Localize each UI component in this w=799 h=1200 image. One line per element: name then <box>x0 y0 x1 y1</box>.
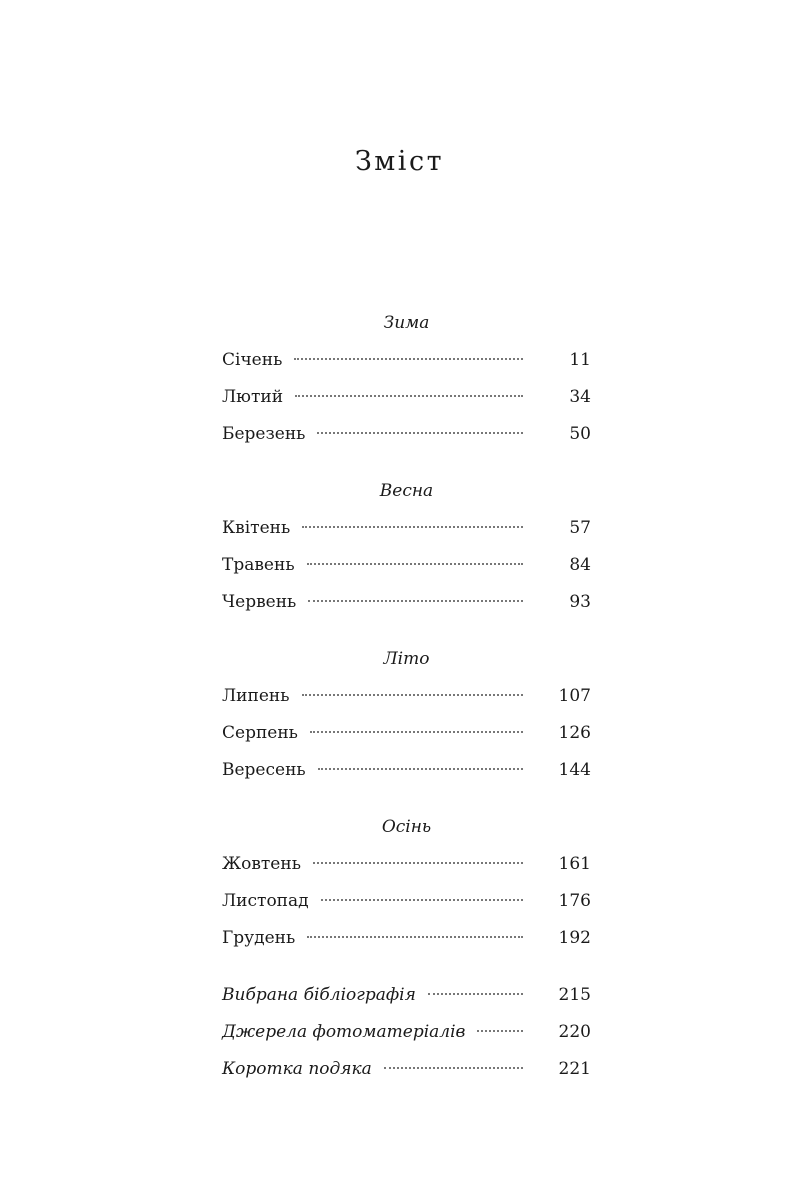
dot-leader <box>313 860 523 864</box>
entry-label: Лютий <box>222 387 284 407</box>
entry-label: Коротка подяка <box>222 1059 372 1079</box>
toc-section-summer <box>222 648 591 796</box>
entry-label: Січень <box>222 350 283 370</box>
toc-entry[interactable] <box>222 984 591 1021</box>
entry-label: Липень <box>222 686 290 706</box>
entry-label: Грудень <box>222 928 296 948</box>
entry-page-number: 220 <box>558 1022 591 1042</box>
dot-leader <box>321 897 523 901</box>
entry-page-number: 84 <box>569 555 591 575</box>
entry-page-number: 34 <box>569 387 591 407</box>
dot-leader <box>307 934 523 938</box>
dot-leader <box>310 729 523 733</box>
entry-label: Серпень <box>222 723 298 743</box>
toc-entry[interactable] <box>222 722 591 759</box>
toc-entry[interactable] <box>222 1021 591 1058</box>
entry-page-number: 57 <box>569 518 591 538</box>
table-of-contents <box>222 312 591 1115</box>
entry-page-number: 50 <box>569 424 591 444</box>
section-heading: Осінь <box>381 817 432 837</box>
toc-entry[interactable] <box>222 927 591 964</box>
dot-leader <box>302 692 524 696</box>
toc-entry[interactable] <box>222 759 591 796</box>
toc-entry[interactable] <box>222 591 591 628</box>
toc-section-spring <box>222 480 591 628</box>
entry-label: Вересень <box>222 760 306 780</box>
dot-leader <box>428 991 523 995</box>
dot-leader <box>477 1028 523 1032</box>
section-heading: Зима <box>383 313 430 333</box>
toc-entry[interactable] <box>222 890 591 927</box>
toc-section-autumn <box>222 816 591 964</box>
toc-entry[interactable] <box>222 349 591 386</box>
dot-leader <box>295 393 523 397</box>
entry-page-number: 107 <box>558 686 591 706</box>
entry-label: Жовтень <box>222 854 301 874</box>
toc-entry[interactable] <box>222 517 591 554</box>
toc-entry[interactable] <box>222 554 591 591</box>
entry-page-number: 176 <box>558 891 591 911</box>
dot-leader <box>308 598 523 602</box>
section-heading: Літо <box>383 649 430 669</box>
dot-leader <box>302 524 523 528</box>
toc-section-winter <box>222 312 591 460</box>
dot-leader <box>384 1065 523 1069</box>
entry-label: Джерела фотоматеріалів <box>222 1022 466 1042</box>
entry-page-number: 144 <box>558 760 591 780</box>
dot-leader <box>318 766 523 770</box>
entry-page-number: 192 <box>558 928 591 948</box>
entry-label: Вибрана бібліографія <box>222 985 416 1005</box>
dot-leader <box>317 430 523 434</box>
entry-label: Березень <box>222 424 306 444</box>
entry-label: Листопад <box>222 891 309 911</box>
toc-entry[interactable] <box>222 386 591 423</box>
entry-label: Квітень <box>222 518 291 538</box>
page-title: Зміст <box>354 146 445 177</box>
entry-label: Червень <box>222 592 297 612</box>
entry-page-number: 215 <box>558 985 591 1005</box>
toc-entry[interactable] <box>222 685 591 722</box>
toc-back-matter <box>222 984 591 1095</box>
toc-entry[interactable] <box>222 853 591 890</box>
entry-page-number: 221 <box>558 1059 591 1079</box>
dot-leader <box>307 561 523 565</box>
entry-page-number: 11 <box>569 350 591 370</box>
entry-label: Травень <box>222 555 295 575</box>
toc-entry[interactable] <box>222 423 591 460</box>
dot-leader <box>294 356 523 360</box>
entry-page-number: 161 <box>558 854 591 874</box>
toc-entry[interactable] <box>222 1058 591 1095</box>
entry-page-number: 126 <box>558 723 591 743</box>
section-heading: Весна <box>379 481 434 501</box>
entry-page-number: 93 <box>569 592 591 612</box>
